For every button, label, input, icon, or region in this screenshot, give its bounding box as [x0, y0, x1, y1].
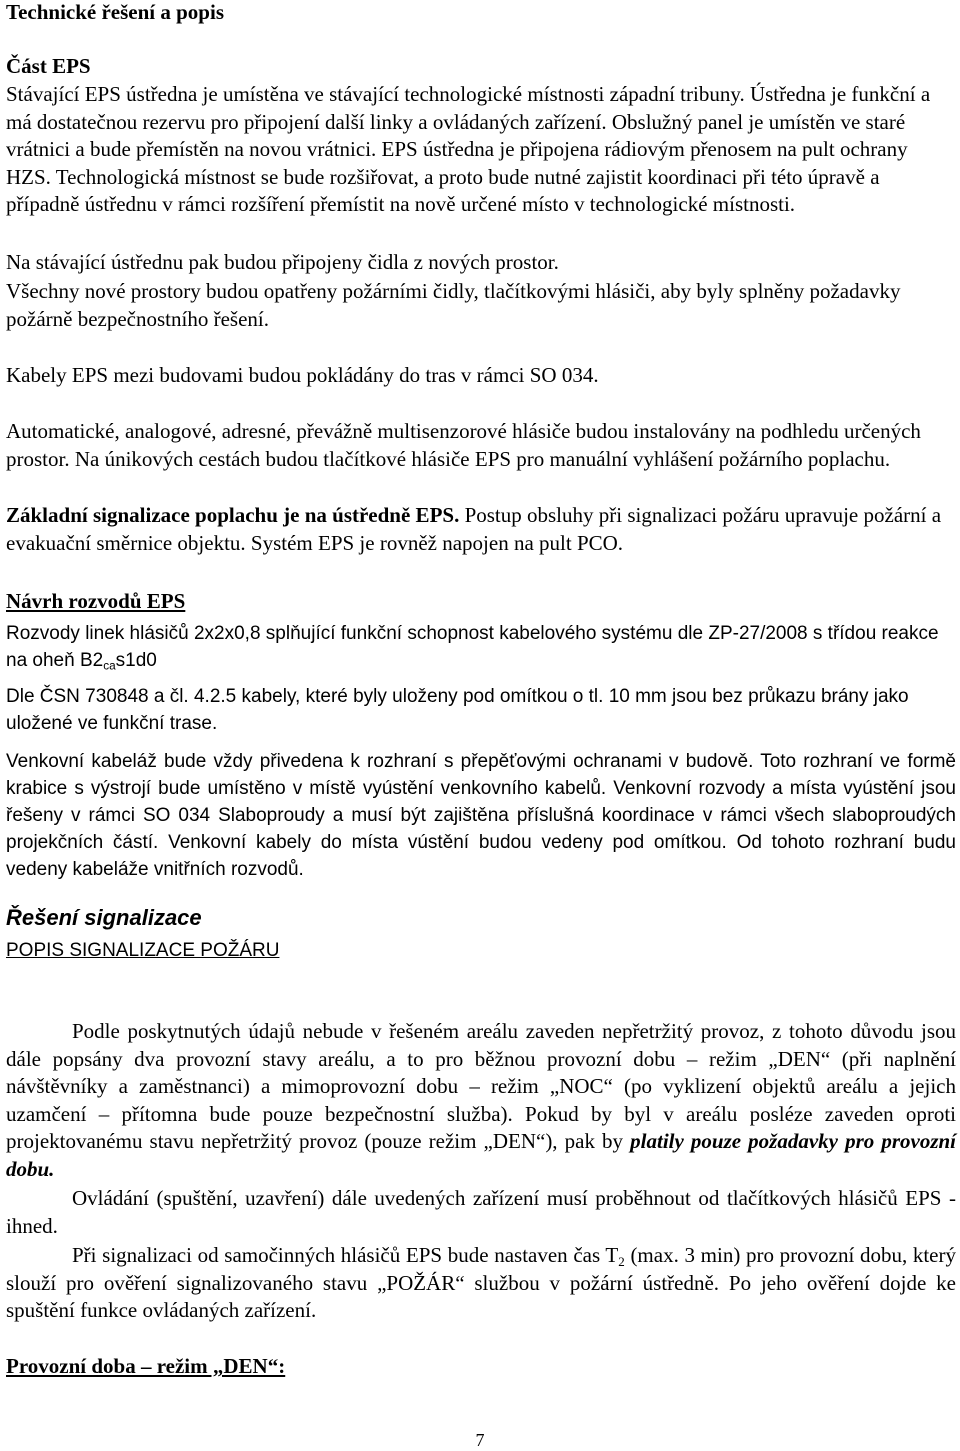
popis-paragraph-3-rest: (max. 3 min) pro provozní dobu, který slouží pro ověření signalizovaného stavu „POŽÁR“ službou v požární ústředně. Po jeho ověření dojde ke spuštění funkce ovládaných zařízení. — [6, 1243, 956, 1323]
rozvody-paragraph-1-text: Rozvody linek hlásičů 2x2x0,8 splňující funkční schopnost kabelového systému dle ZP-27/2008 s třídou reakce na oheň B2 — [6, 623, 939, 671]
eps-paragraph-1c: Všechny nové prostory budou opatřeny požárními čidly, tlačítkovými hlásiči, aby byly splněny požadavky požárně bezpečnostního řešení. — [6, 279, 901, 331]
popis-paragraph-1 — [6, 1018, 956, 1184]
eps-paragraph-4-bold: Základní signalizace poplachu je na ústředně EPS. — [6, 503, 460, 527]
section-heading-signalizace: Řešení signalizace — [6, 905, 202, 930]
eps-paragraph-3: Automatické, analogové, adresné, převážně multisenzorové hlásiče budou instalovány na podhledu určených prostor. Na únikových cestách budou tlačítkové hlásiče EPS pro manuální vyhlášení požárního poplachu. — [6, 419, 921, 471]
popis-subscript: 2 — [618, 1253, 625, 1269]
rozvody-subscript: ca — [103, 659, 116, 673]
rozvody-paragraph-1-end: s1d0 — [115, 650, 157, 671]
page-number: 7 — [475, 1430, 485, 1450]
rozvody-paragraph-3: Venkovní kabeláž bude vždy přivedena k rozhraní s přepěťovými ochranami v budově. Toto rozhraní ve formě krabice s výstrojí bude umístěno v místě vyústění venkovního kabelů. Venkovní rozvody a místa vyústění jsou řešeny v rámci SO 034 Slaboproudy a musí být zajištěna příslušná koordinace v rámci všech slaboproudých projekčních částí. Venkovní kabely do místa vústění budou vedeny pod omítkou. Od tohoto rozhraní budu vedeny kabeláže vnitřních rozvodů. — [6, 751, 956, 880]
rozvody-paragraph-1 — [6, 620, 956, 674]
section-heading-provozni-doba: Provozní doba – režim „DEN“: — [6, 1354, 286, 1378]
popis-paragraph-3-text: Při signalizaci od samočinných hlásičů EPS bude nastaven čas T — [72, 1243, 619, 1267]
eps-paragraph-1: Stávající EPS ústředna je umístěna ve stávající technologické místnosti západní tribuny. Ústředna je funkční a má dostatečnou rezervu pro připojení další linky a ovládaných zařízení. Obslužný panel je umístěn ve staré vrátnici a bude přemístěn na novou vrátnici. EPS ústředna je připojena rádiovým přenosem na pult ochrany HZS. Technologická místnost se bude rozšiřovat, a proto bude nutné zajistit koordinaci při této úpravě a případně ústřednu v rámci rozšíření přemístit na nově určené místo v technologické místnosti. — [6, 82, 931, 217]
section-heading-eps: Část EPS — [6, 54, 91, 78]
document-title: Technické řešení a popis — [6, 0, 224, 24]
popis-paragraph-1-emphasis: platily pouze požadavky pro provozní dobu. — [6, 1129, 957, 1181]
subheading-popis-signalizace: POPIS SIGNALIZACE POŽÁRU — [6, 940, 280, 961]
popis-paragraph-1-text: Podle poskytnutých údajů nebude v řešeném areálu zaveden nepřetržitý provoz, z tohoto důvodu jsou dále popsány dva provozní stavy areálu, a to pro běžnou provozní dobu – režim „DEN“ (při naplnění návštěvníky a zaměstnanci) a mimoprovozní dobu – režim „NOC“ (po vyklizení objektů areálu a jejich uzamčení – přítomna bude pouze bezpečnostní služba). Pokud by byl v areálu posléze zaveden oproti projektovanému stavu nepřetržitý provoz (pouze režim „DEN“), pak by — [6, 1019, 956, 1154]
eps-paragraph-4-rest: Postup obsluhy při signalizaci požáru upravuje požární a evakuační směrnice objektu. Systém EPS je rovněž napojen na pult PCO. — [6, 503, 942, 555]
section-heading-rozvody: Návrh rozvodů EPS — [6, 589, 186, 613]
eps-paragraph-2: Kabely EPS mezi budovami budou pokládány do tras v rámci SO 034. — [6, 363, 599, 387]
popis-paragraph-3 — [6, 1242, 956, 1325]
rozvody-paragraph-2: Dle ČSN 730848 a čl. 4.2.5 kabely, které byly uloženy pod omítkou o tl. 10 mm jsou bez průkazu brány jako uložené ve funkční trase. — [6, 686, 909, 734]
eps-paragraph-4 — [6, 502, 956, 557]
popis-paragraph-2: Ovládání (spuštění, uzavření) dále uvedených zařízení musí proběhnout od tlačítkových hlásičů EPS - ihned. — [6, 1186, 956, 1238]
eps-paragraph-1b: Na stávající ústřednu pak budou připojeny čidla z nových prostor. — [6, 250, 559, 274]
